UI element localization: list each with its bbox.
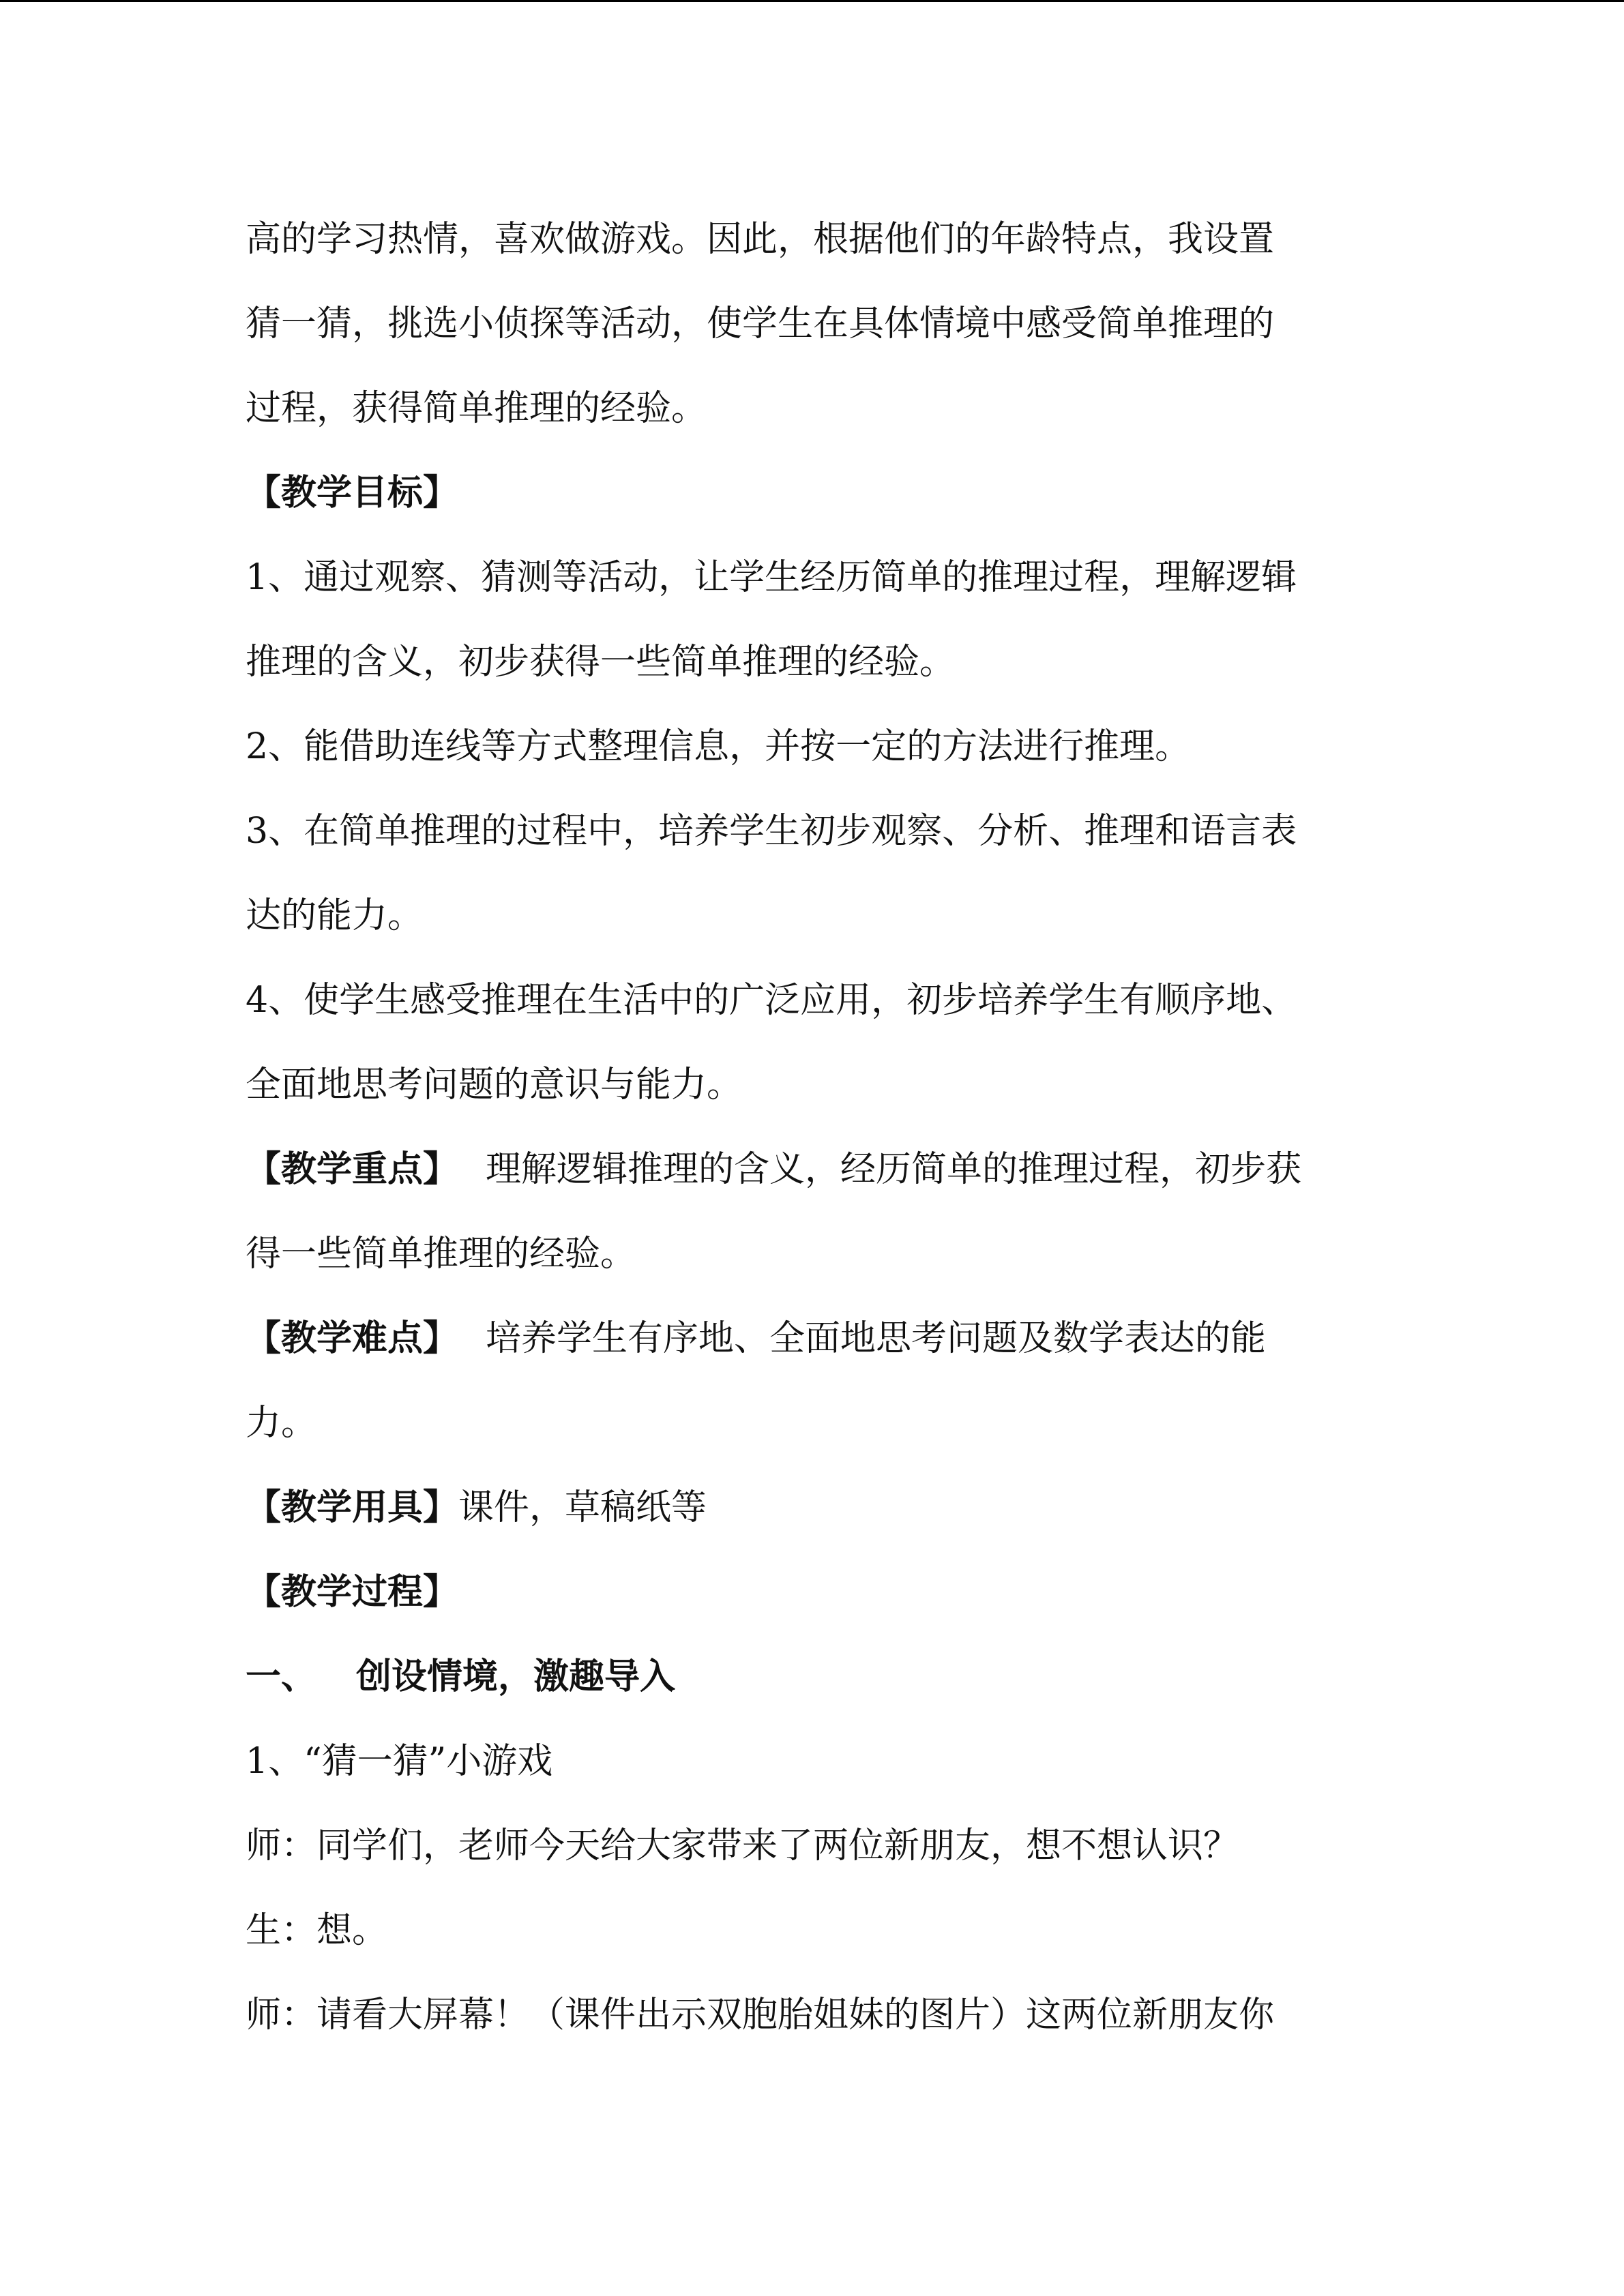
section-title: 创设情境，激趣导入 (356, 1656, 676, 1697)
objective-line: 达的能力。 (246, 895, 424, 936)
difficulty-continuation: 力。 (246, 1403, 317, 1444)
tools-line (246, 1478, 1391, 1563)
difficulty-line (246, 1309, 1391, 1394)
section-heading-key-point: 【教学重点】 (246, 1148, 459, 1190)
difficulty-text: 培养学生有序地、全面地思考问题及数学表达的能 (486, 1318, 1267, 1359)
process-subsection: 1、“猜一猜”小游戏 (246, 1741, 553, 1782)
section-number: 一、 (246, 1656, 317, 1697)
paragraph-line: 高的学习热情，喜欢做游戏。因此，根据他们的年龄特点，我设置 (246, 219, 1275, 260)
dialogue-line: 生：想。 (246, 1910, 388, 1951)
objective-line: 2、能借助连线等方式整理信息，并按一定的方法进行推理。 (246, 726, 1191, 767)
objective-line: 推理的含义，初步获得一些简单推理的经验。 (246, 642, 956, 683)
dialogue-line: 师：同学们，老师今天给大家带来了两位新朋友，想不想认识？ (246, 1825, 1239, 1866)
document-body (246, 210, 1391, 2070)
process-section-title (246, 1648, 1391, 1732)
paragraph-line: 过程，获得简单推理的经验。 (246, 388, 707, 429)
objective-line: 4、使学生感受推理在生活中的广泛应用，初步培养学生有顺序地、 (246, 980, 1297, 1021)
objective-line: 3、在简单推理的过程中，培养学生初步观察、分析、推理和语言表 (246, 811, 1297, 852)
objective-line: 全面地思考问题的意识与能力。 (246, 1064, 743, 1105)
section-heading-objectives: 【教学目标】 (246, 472, 459, 513)
paragraph-line: 猜一猜，挑选小侦探等活动，使学生在具体情境中感受简单推理的 (246, 303, 1275, 344)
section-heading-difficulty: 【教学难点】 (246, 1317, 459, 1359)
tools-text: 课件，草稿纸等 (458, 1487, 707, 1528)
section-heading-tools: 【教学用具】 (246, 1487, 459, 1528)
key-point-continuation: 得一些简单推理的经验。 (246, 1234, 636, 1274)
key-point-line (246, 1140, 1391, 1225)
dialogue-line: 师：请看大屏幕！（课件出示双胞胎姐妹的图片）这两位新朋友你 (246, 1995, 1275, 2036)
objective-line: 1、通过观察、猜测等活动，让学生经历简单的推理过程，理解逻辑 (246, 557, 1297, 598)
key-point-text: 理解逻辑推理的含义，经历简单的推理过程，初步获 (486, 1149, 1302, 1190)
top-border-line (0, 0, 1624, 2)
section-heading-process: 【教学过程】 (246, 1571, 459, 1613)
